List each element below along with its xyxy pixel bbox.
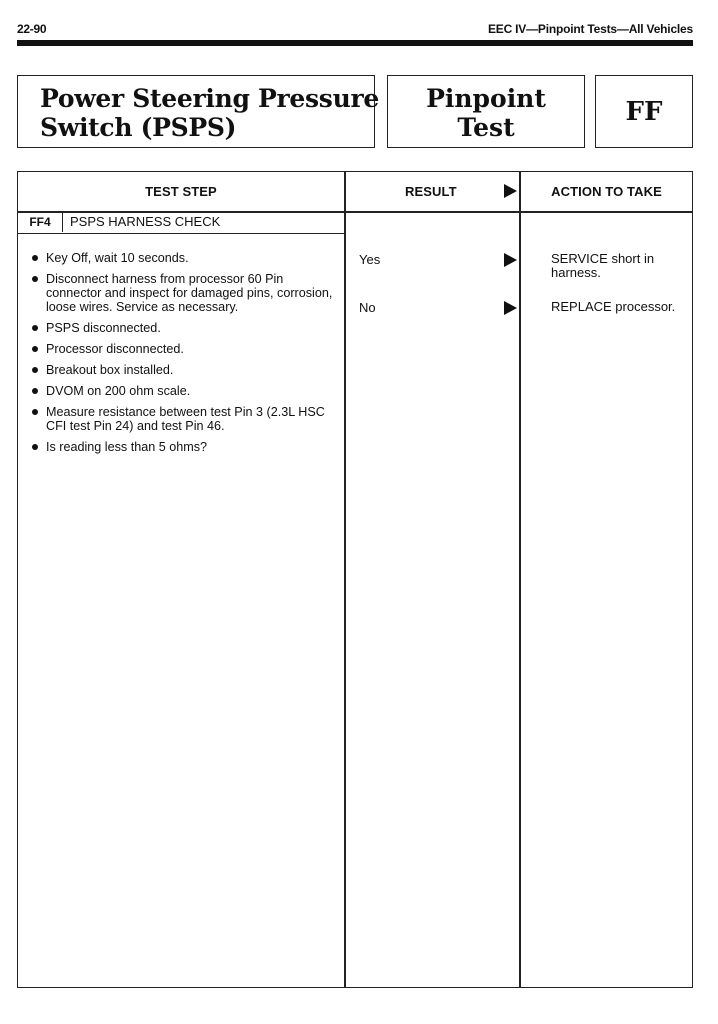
step-name: PSPS HARNESS CHECK — [70, 214, 221, 229]
column-header-action: ACTION TO TAKE — [551, 184, 662, 199]
test-step-item: Disconnect harness from processor 60 Pin connector and inspect for damaged pins, corrosion, loose wires. Service as necessary. — [28, 272, 336, 314]
test-step-item: Processor disconnected. — [28, 342, 336, 356]
test-step-item: Measure resistance between test Pin 3 (2.3L HSC CFI test Pin 24) and test Pin 46. — [28, 405, 336, 433]
step-heading — [18, 212, 344, 234]
test-step-item: DVOM on 200 ohm scale. — [28, 384, 336, 398]
step-id: FF4 — [18, 212, 63, 232]
header-rule — [17, 40, 693, 46]
pinpoint-test-title-line-2: Test — [457, 113, 515, 142]
test-step-item: Breakout box installed. — [28, 363, 336, 377]
page-number: 22-90 — [17, 22, 47, 36]
page-section-title: EEC IV—Pinpoint Tests—All Vehicles — [487, 22, 693, 36]
column-divider — [344, 172, 346, 987]
arrow-right-icon — [504, 184, 517, 198]
page-header — [17, 22, 693, 38]
action-yes: SERVICE short in harness. — [551, 251, 655, 280]
component-title-line-1: Power Steering Pressure — [40, 84, 379, 113]
test-step-item: PSPS disconnected. — [28, 321, 336, 335]
column-divider — [519, 172, 521, 987]
pinpoint-test-title-line-1: Pinpoint — [426, 84, 546, 113]
arrow-right-icon — [504, 301, 517, 315]
component-title-box — [17, 75, 379, 148]
action-no: REPLACE processor. — [551, 299, 676, 314]
component-title-line-2: Switch (PSPS) — [40, 113, 237, 142]
test-code: FF — [625, 96, 663, 127]
pinpoint-test-table — [17, 171, 693, 988]
test-step-item: Is reading less than 5 ohms? — [28, 440, 336, 454]
column-header-result: RESULT — [405, 184, 457, 199]
result-yes: Yes — [359, 252, 381, 267]
arrow-right-icon — [504, 253, 517, 267]
column-header-test-step: TEST STEP — [145, 184, 217, 199]
test-code-box — [595, 75, 693, 148]
test-step-item: Key Off, wait 10 seconds. — [28, 251, 336, 265]
result-no: No — [359, 300, 376, 315]
test-step-list — [28, 251, 336, 461]
pinpoint-test-title-box — [387, 75, 585, 148]
